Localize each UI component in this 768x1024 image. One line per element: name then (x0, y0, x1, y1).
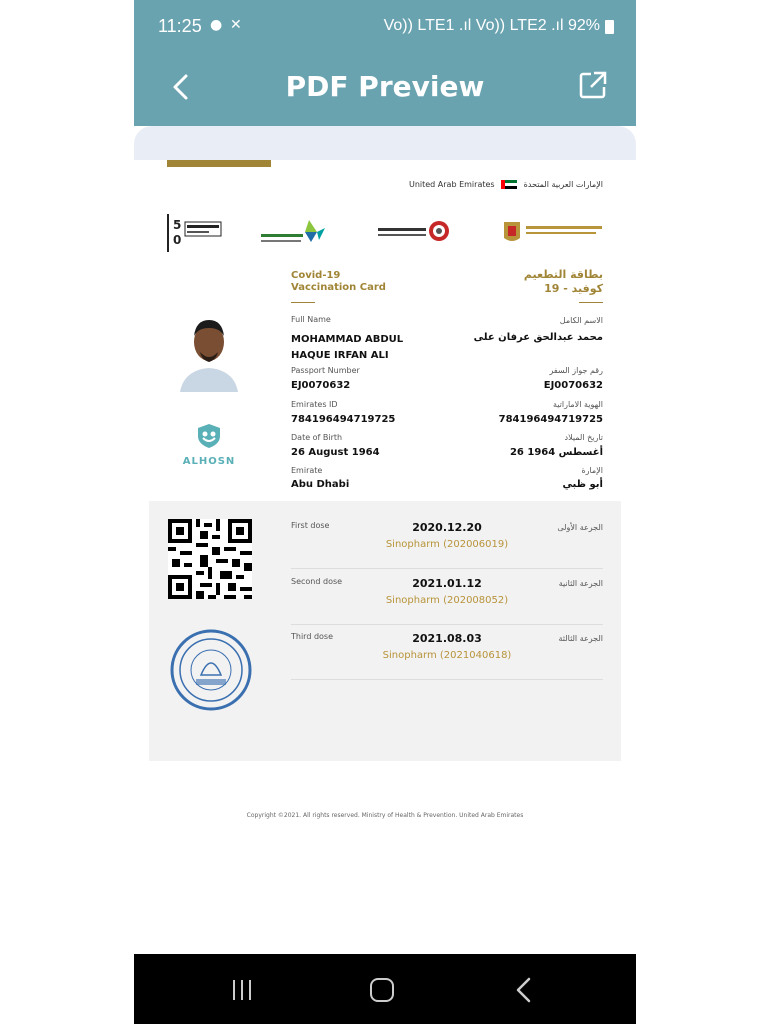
value-passport: EJ0070632 (291, 380, 351, 391)
label-full-name: Full Name (291, 315, 331, 324)
label-emirate: Emirate (291, 466, 323, 475)
value-emirates-id-ar: 784196494719725 (498, 414, 603, 425)
card-title-ar-1: بطاقة التطعيم (523, 268, 603, 281)
country-ar: الإمارات العربية المتحدة (523, 180, 603, 189)
qr-code (168, 519, 252, 599)
dose-vaccine: Sinopharm (2021040618) (382, 650, 512, 661)
navigation-bar (134, 954, 636, 1024)
status-time: 11:25 (158, 16, 202, 36)
page-title: PDF Preview (285, 70, 485, 103)
copyright-footer: Copyright ©2021. All rights reserved. Ministry of Health & Prevention. United Arab Emirates (246, 812, 524, 819)
value-dob-ar: 26 أغسطس 1964 (509, 447, 603, 458)
label-dob: Date of Birth (291, 433, 343, 442)
card-title-en-1: Covid-19 (291, 270, 341, 281)
holder-photo (176, 310, 242, 392)
dose-label-ar: الجرعة الثالثة (558, 634, 603, 643)
year-of-50-logo (167, 214, 223, 252)
back-nav-icon[interactable] (504, 970, 544, 1010)
dose-date: 2021.08.03 (412, 632, 482, 645)
card-title-ar-2: كوفيد - 19 (544, 282, 603, 295)
label-emirates-id: Emirates ID (291, 400, 338, 409)
divider-en (291, 302, 315, 303)
home-nav-icon[interactable] (362, 970, 402, 1010)
country-line (409, 180, 603, 189)
chat-icon: ● (210, 17, 223, 33)
alhosn-logo-text: ALHOSN (182, 456, 236, 467)
label-emirates-id-ar: الهوية الاماراتية (552, 400, 603, 409)
pdf-document[interactable] (134, 160, 636, 860)
alhosn-logo-icon (195, 422, 223, 450)
status-right: Vo)) LTE1 .ıl Vo)) LTE2 .ıl 92% (383, 17, 600, 34)
missed-call-icon: ✕ (230, 17, 242, 33)
department-of-health-logo (376, 214, 450, 252)
svg-text:5: 5 (173, 218, 182, 232)
value-emirates-id: 784196494719725 (291, 414, 396, 425)
value-emirate: Abu Dhabi (291, 479, 350, 490)
dose-label-ar: الجرعة الثانية (558, 579, 603, 588)
dose-label-ar: الجرعة الأولى (557, 523, 603, 532)
dose-date: 2021.01.12 (412, 577, 482, 590)
app-bar (134, 54, 636, 126)
card-title-en-2: Vaccination Card (291, 282, 386, 293)
dose-date: 2020.12.20 (412, 521, 482, 534)
country-en: United Arab Emirates (408, 180, 495, 189)
preview-sheet-top (134, 126, 636, 160)
dose-row-1 (291, 513, 603, 569)
ministry-of-health-logo (502, 214, 604, 252)
label-passport: Passport Number (291, 366, 360, 375)
battery-icon (605, 20, 614, 34)
dose-row-2 (291, 569, 603, 625)
vaccination-section (149, 501, 621, 761)
label-dob-ar: تاريخ الميلاد (564, 433, 603, 442)
label-passport-ar: رقم جواز السفر (549, 366, 603, 375)
label-full-name-ar: الاسم الكامل (559, 316, 603, 325)
value-full-name-ar: محمد عبدالحق عرفان على (473, 332, 603, 343)
dubai-health-authority-logo (259, 214, 329, 252)
dose-label: Third dose (291, 632, 334, 641)
dose-row-3 (291, 624, 603, 680)
ministry-seal-stamp (168, 629, 254, 711)
dose-vaccine: Sinopharm (202006019) (385, 539, 509, 550)
status-bar (134, 0, 636, 54)
phone-screen (134, 0, 636, 1024)
divider-ar (579, 302, 603, 303)
share-icon[interactable] (578, 70, 608, 100)
uae-flag-icon (501, 180, 517, 189)
label-emirate-ar: الإمارة (581, 466, 603, 475)
dose-vaccine: Sinopharm (202008052) (385, 595, 509, 606)
gold-accent-bar (167, 160, 271, 167)
value-dob: 26 August 1964 (291, 447, 380, 458)
value-emirate-ar: أبو ظبي (562, 479, 603, 490)
dose-label: Second dose (291, 577, 343, 586)
value-full-name: MOHAMMAD ABDUL HAQUE IRFAN ALI (291, 334, 404, 361)
value-passport-ar: EJ0070632 (543, 380, 603, 391)
recents-nav-icon[interactable] (222, 970, 262, 1010)
svg-text:0: 0 (173, 233, 182, 247)
dose-label: First dose (291, 521, 330, 530)
